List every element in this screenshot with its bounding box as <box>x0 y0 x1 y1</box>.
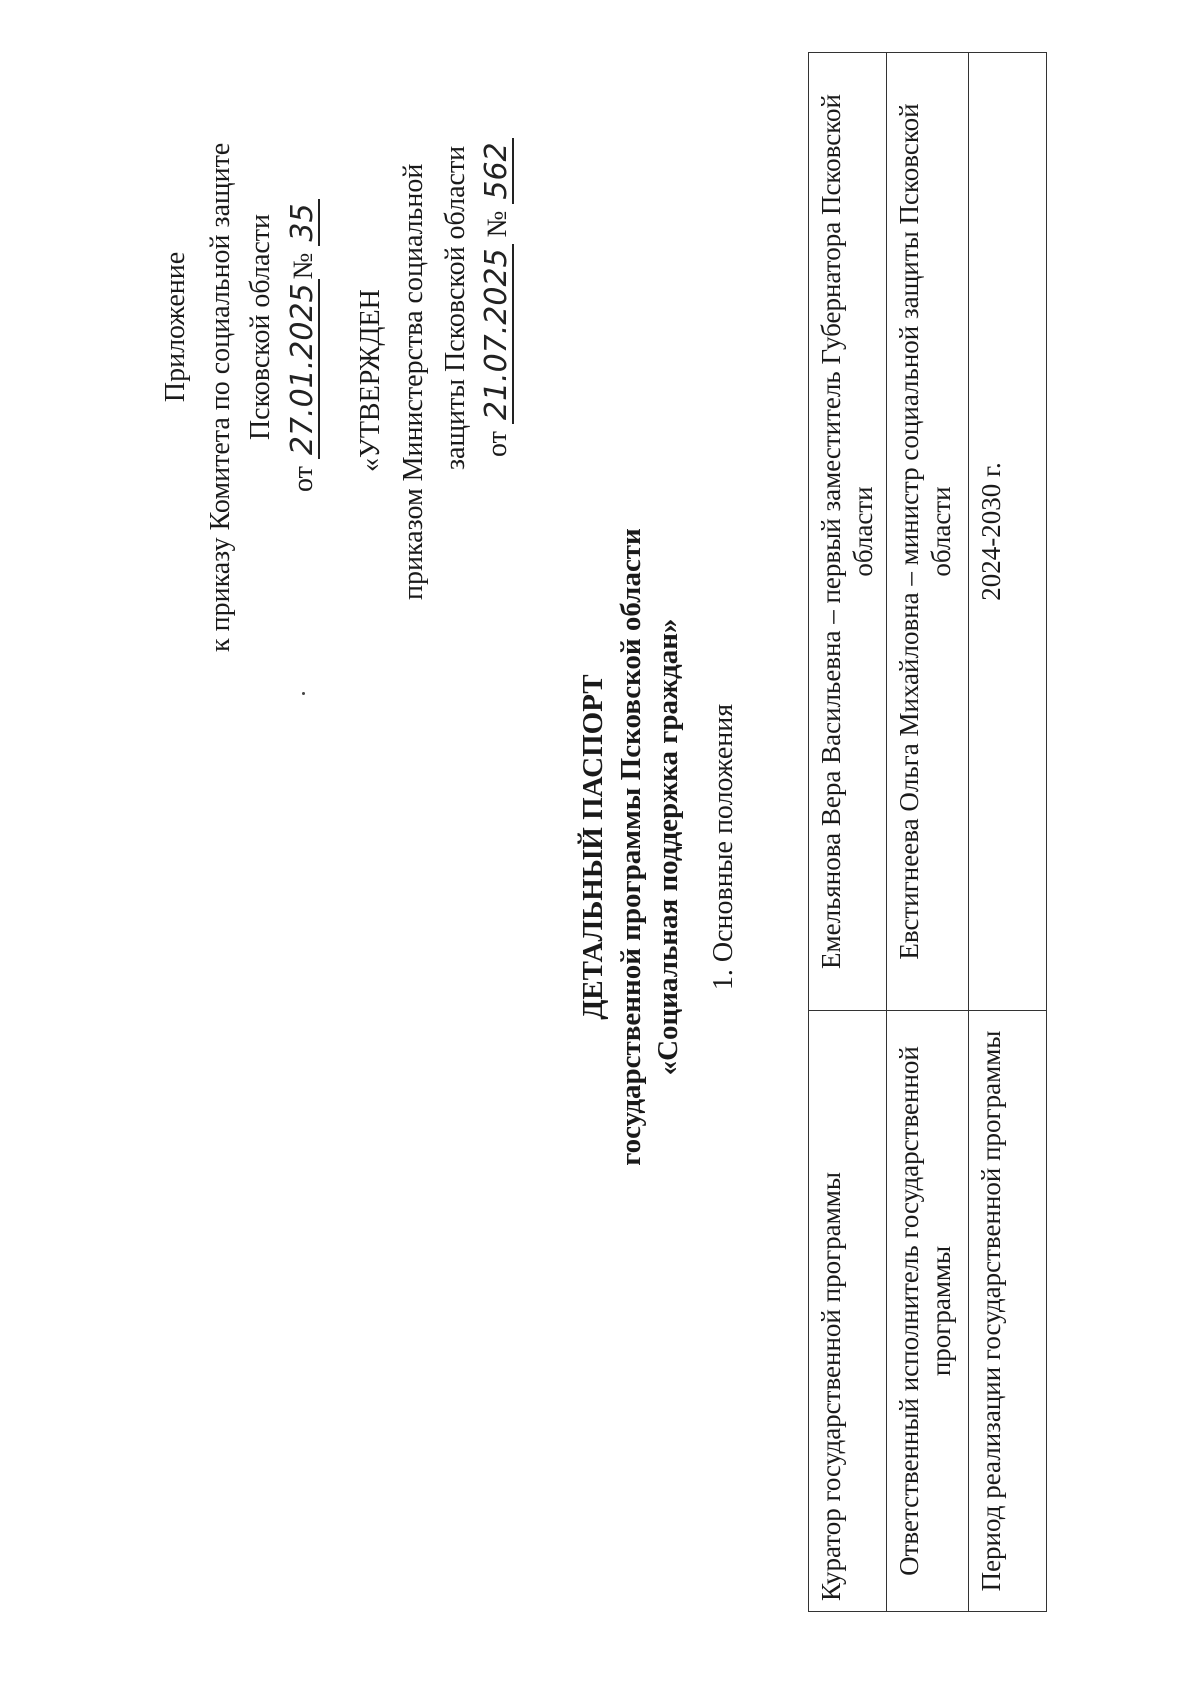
row-label: Куратор государственной программы <box>809 1011 887 1612</box>
row-label: Ответственный исполнитель государственной программы <box>887 1011 969 1612</box>
approval-date-line <box>479 138 514 457</box>
row-value: 2024-2030 г. <box>969 53 1047 1011</box>
basic-info-table <box>808 52 1047 1612</box>
table-row <box>809 53 887 1612</box>
appendix-from-label: от <box>288 466 319 492</box>
title-line1: ДЕТАЛЬНЫЙ ПАСПОРТ <box>577 674 609 1020</box>
title-line3: «Социальная поддержка граждан» <box>652 618 684 1076</box>
section-heading: 1. Основные положения <box>708 703 739 991</box>
approval-stamp: «УТВЕРЖДЕН <box>355 289 386 472</box>
approval-number-sign: № <box>482 210 513 238</box>
appendix-number-sign: № <box>288 252 319 280</box>
appendix-date-line <box>285 199 320 492</box>
approval-from-label: от <box>482 431 513 457</box>
row-value: Евстигнеева Ольга Михайловна – министр социальной защиты Псковской области <box>887 53 969 1011</box>
approval-line1: приказом Министерства социальной <box>398 163 429 600</box>
appendix-number-handwritten: 35 <box>288 199 320 245</box>
row-label: Период реализации государственной программы <box>969 1011 1047 1612</box>
approval-number-handwritten: 562 <box>482 138 514 203</box>
table-row <box>969 53 1047 1612</box>
appendix-word: Приложение <box>160 251 191 403</box>
appendix-line2: Псковской области <box>245 213 276 441</box>
appendix-date-handwritten: 27.01.2025 <box>288 279 320 459</box>
appendix-line1: к приказу Комитета по социальной защите <box>205 142 236 652</box>
approval-date-handwritten: 21.07.2025 <box>482 244 514 424</box>
approval-line2: защиты Псковской области <box>440 145 471 470</box>
row-value: Емельянова Вера Васильевна – первый заместитель Губернатора Псковской области <box>809 53 887 1011</box>
scan-speck <box>302 692 305 695</box>
table-row <box>887 53 969 1612</box>
title-line2: государственной программы Псковской области <box>615 528 647 1166</box>
